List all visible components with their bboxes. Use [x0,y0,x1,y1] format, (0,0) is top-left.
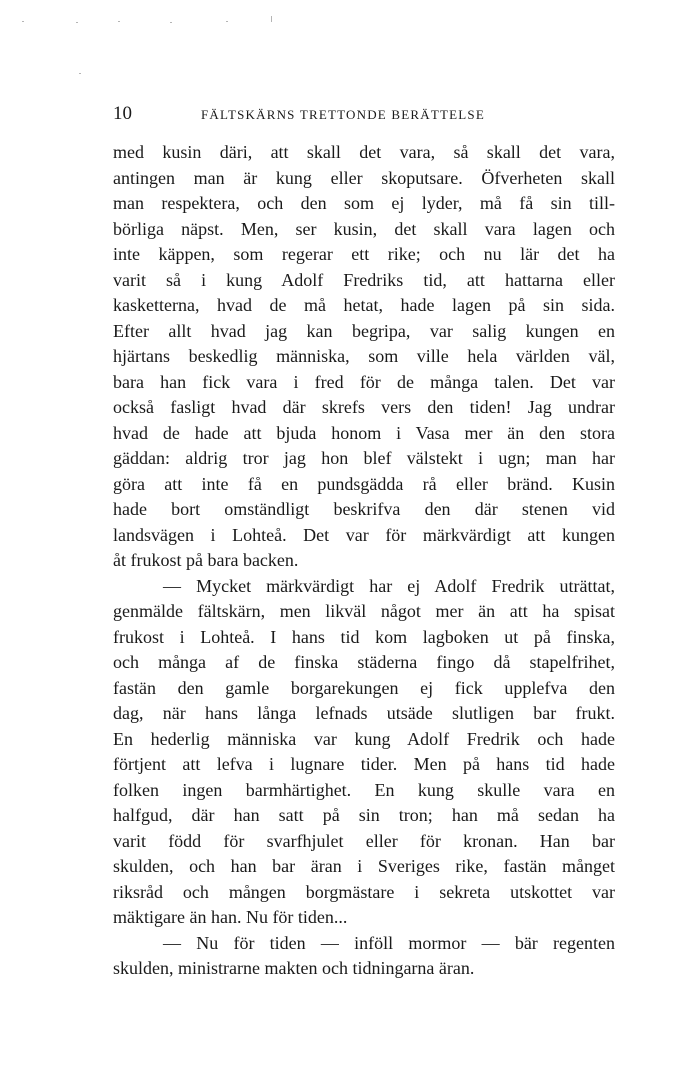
print-speck [170,22,172,23]
text-line: — Mycket märkvärdigt har ej Adolf Fredrik uträttat, [163,575,615,596]
text-line: hvad de hade att bjuda honom i Vasa mer än den stora [113,422,615,443]
text-line: skulden, ministrarne makten och tidningarna äran. [113,958,475,978]
text-line: dag, när hans långa lefnads utsäde slutligen bar frukt. [113,703,615,723]
print-speck [271,16,272,22]
text-line: gäddan: aldrig tror jag hon blef välstekt i ugn; man har [113,448,615,468]
text-line: bara han fick vara i fred för de många talen. Det var [113,371,615,392]
text-line: — Nu för tiden — inföll mormor — bär regenten [163,932,615,953]
text-line: halfgud, där han satt på sin tron; han må sedan ha [113,805,615,825]
running-head-title: FÄLTSKÄRNS TRETTONDE BERÄTTELSE [201,107,485,122]
text-line: frukost i Lohteå. I hans tid kom lagboken ut på finska, [113,626,615,647]
text-line: kasketterna, hvad de må hetat, hade lagen på sin sida. [113,295,615,315]
text-line: man respektera, och den som ej lyder, må få sin till- [113,193,615,213]
text-line: och många af de finska städerna fingo då stapelfrihet, [113,652,615,672]
text-line: göra att inte få en pundsgädda rå eller bränd. Kusin [113,473,615,494]
text-line: hade bort omständligt beskrifva den där stenen vid [113,499,615,519]
text-line: mäktigare än han. Nu för tiden... [113,907,348,927]
text-line: åt frukost på bara backen. [113,550,299,570]
text-line: börliga näpst. Men, ser kusin, det skall vara lagen och [113,218,615,239]
print-speck [226,21,228,22]
paragraph [113,931,615,982]
text-line: landsvägen i Lohteå. Det var för märkvärdigt att kungen [113,524,615,545]
body-text [113,140,615,982]
text-line: En hederlig människa var kung Adolf Fredrik och hade [113,728,615,749]
text-line: antingen man är kung eller skoputsare. Öfverheten skall [113,167,615,188]
text-line: skulden, och han bar äran i Sveriges rike, fastän månget [113,856,615,876]
text-line: varit född för svarfhjulet eller för kronan. Han bar [113,830,615,851]
text-line: genmälde fältskärn, men likväl något mer än att ha spisat [113,601,615,621]
text-line: inte käppen, som regerar ett rike; och nu lär det ha [113,244,615,264]
page-number: 10 [113,103,132,124]
text-line: fastän den gamle borgarekungen ej fick upplefva den [113,677,615,698]
text-line: varit så i kung Adolf Fredriks tid, att hattarna eller [113,269,615,290]
text-line: folken ingen barmhärtighet. En kung skulle vara en [113,779,615,800]
text-line: förtjent att lefva i lugnare tider. Men på hans tid hade [113,754,615,774]
text-line: riksråd och mången borgmästare i sekreta utskottet var [113,881,615,902]
print-speck [76,22,78,23]
paragraph [113,140,615,574]
print-speck [118,21,120,22]
print-speck [22,21,24,22]
print-speck [79,73,81,74]
paragraph [113,574,615,931]
text-line: med kusin däri, att skall det vara, så skall det vara, [113,142,615,162]
text-line: hjärtans beskedlig människa, som ville hela världen väl, [113,346,615,366]
text-line: Efter allt hvad jag kan begripa, var salig kungen en [113,320,615,341]
text-line: också fasligt hvad där skrefs vers den tiden! Jag undrar [113,397,615,417]
running-head [113,101,613,127]
